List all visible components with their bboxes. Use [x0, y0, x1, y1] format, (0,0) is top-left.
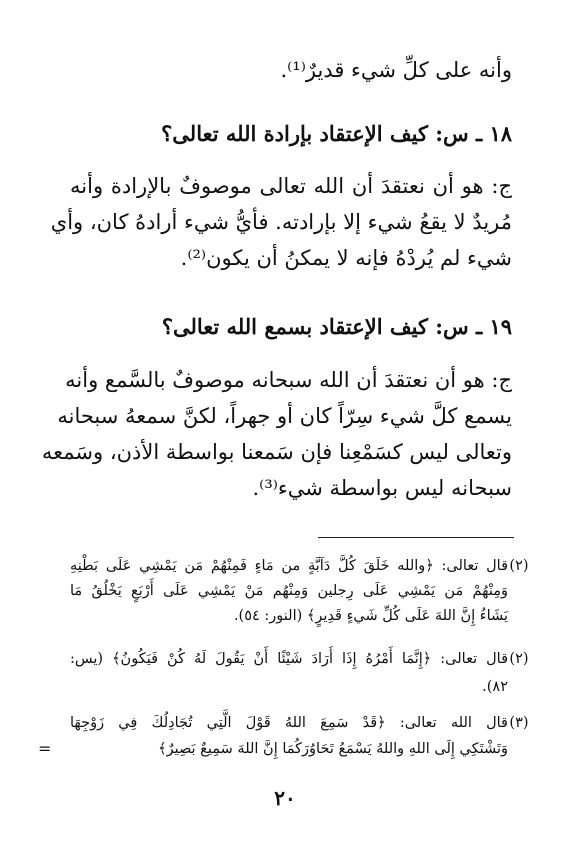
answer-18-line-3: شيء لم يُردْهُ فإنه لا يمكنُ أن يكون⁽²⁾.: [180, 246, 512, 270]
footnote-line: يَشَاءُ إِنَّ اللهَ عَلَى كُلِّ شَيءٍ قَدِيرٍ﴾ (النور: ٥٤).: [233, 608, 508, 624]
answer-19-line-2: يسمع كلَّ شيء سِرّاً كان أو جهراً، لكنَّ سمعهُ سبحانه: [57, 404, 512, 428]
continuation-mark: =: [38, 739, 52, 758]
answer-18-line-1: ج: هو أن نعتقدَ أن الله تعالى موصوفٌ بالإرادة وأنه: [70, 174, 512, 198]
footnote-separator: [318, 537, 514, 538]
answer-19-line-4: سبحانه ليس بواسطة شيء⁽³⁾.: [252, 476, 512, 500]
page-number: ٢٠: [274, 786, 296, 810]
footnote-line: وَتَشْتَكِي إِلَى اللهِ واللهُ يَسْمَعُ تَحَاوُرَكُمَا إِنَّ اللهَ سَمِيعٌ بَصِيرٌ﴾: [158, 741, 508, 757]
question-19-heading: ١٩ ـ س: كيف الإعتقاد بسمع الله تعالى؟: [161, 314, 512, 339]
footnote-line: قال الله تعالى: ﴿قَدْ سَمِعَ اللهُ قَوْلَ الَّتِي تُجَادِلُكَ فِي زَوْجِهَا: [70, 715, 508, 731]
question-18-heading: ١٨ ـ س: كيف الإعتقاد بإرادة الله تعالى؟: [161, 121, 512, 146]
answer-18-line-2: مُريدٌ لا يقعُ شيء إلا بإرادته. فأيُّ شيء أرادهُ كان، وأي: [50, 210, 512, 234]
footnote-line: قال تعالى: ﴿إِنَّمَا أَمْرُهُ إِذَا أَرَادَ شَيْئًا أَنْ يَقُولَ لَهُ كُنْ فَيَكُونُ﴾ (يس:: [70, 651, 508, 667]
answer-19-line-1: ج: هو أن نعتقدَ أن الله سبحانه موصوفٌ بالسَّمع وأنه: [65, 368, 512, 392]
footnote-number: (٢): [509, 558, 529, 574]
footnote-number: (٢): [509, 651, 529, 667]
answer-19-line-3: وتعالى ليس كسَمْعِنا فإن سَمعنا بواسطة الأذن، وسَمعه: [41, 440, 512, 464]
footnote-line: وَمِنْهُمْ مَن يَمْشِي عَلَى رِجلين وَمِنْهُم مَنْ يَمْشِي عَلَى أَرْبَعٍ يَخْلُقُ مَا: [70, 583, 508, 599]
footnote-number: (٣): [509, 715, 529, 731]
body-text-line: وأنه على كلِّ شيء قديرٌ⁽¹⁾.: [280, 58, 512, 82]
footnote-line: قال تعالى: ﴿والله خَلَقَ كُلَّ دَآبَّةٍ من مَاءٍ فَمِنْهُمْ مَن يَمْشِي عَلَى بَطْنِهِ: [70, 558, 508, 574]
footnote-line: ٨٢).: [482, 679, 508, 695]
